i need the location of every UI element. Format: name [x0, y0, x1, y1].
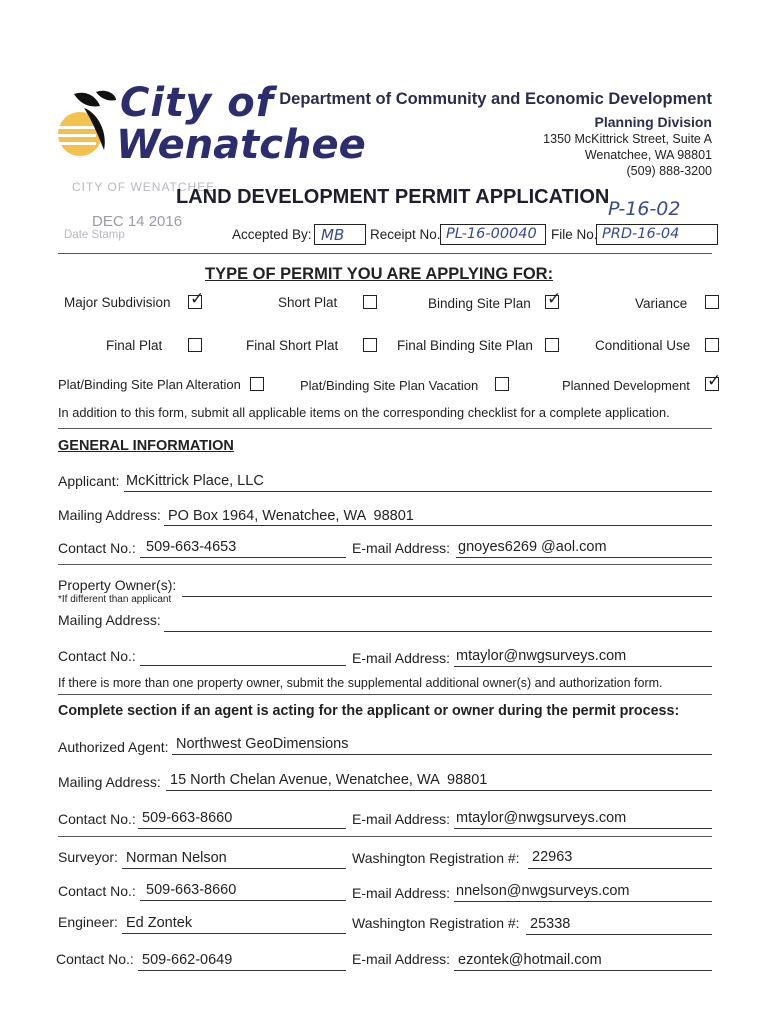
agent-email-value[interactable]: mtaylor@nwgsurveys.com — [456, 810, 627, 826]
owner-note: *If different than applicant — [58, 594, 172, 605]
owner-mailing-label: Mailing Address: — [58, 612, 161, 628]
permit-final-short-plat-checkbox[interactable] — [363, 338, 377, 352]
surveyor-contact-line — [140, 900, 346, 901]
stamp-label: Date Stamp — [64, 229, 125, 241]
division-name: Planning Division — [594, 114, 712, 130]
logo-line-2: Wenatchee — [116, 122, 366, 168]
permit-alteration-checkbox[interactable] — [250, 377, 264, 391]
permit-planned-development-label: Planned Development — [562, 378, 690, 393]
mailing-address-line — [164, 525, 712, 526]
agent-line — [172, 754, 712, 755]
permit-short-plat-checkbox[interactable] — [363, 295, 377, 309]
engineer-contact-value[interactable]: 509-662-0649 — [142, 952, 233, 968]
permit-major-subdivision-label: Major Subdivision — [64, 295, 171, 310]
engineer-email-value[interactable]: ezontek@hotmail.com — [458, 952, 602, 968]
file-label: File No. — [551, 227, 598, 242]
permit-vacation-label: Plat/Binding Site Plan Vacation — [300, 378, 479, 393]
owner-contact-label: Contact No.: — [58, 648, 136, 664]
permit-final-binding-site-plan-checkbox[interactable] — [545, 338, 559, 352]
receipt-value: PL-16-00040 — [446, 226, 537, 242]
agent-contact-line — [138, 828, 346, 829]
permit-major-subdivision-checkbox[interactable] — [188, 289, 205, 309]
engineer-reg-value[interactable]: 25338 — [530, 916, 571, 932]
permit-conditional-use-label: Conditional Use — [595, 338, 691, 353]
surveyor-contact-value[interactable]: 509-663-8660 — [146, 882, 237, 898]
agent-email-label: E-mail Address: — [352, 811, 451, 827]
contact-label: Contact No.: — [58, 540, 136, 556]
department-name: Department of Community and Economic Development — [279, 90, 712, 108]
email-value[interactable]: gnoyes6269 @aol.com — [458, 539, 607, 555]
office-address-2: Wenatchee, WA 98801 — [584, 148, 712, 162]
surveyor-reg-value[interactable]: 22963 — [532, 849, 573, 865]
permit-variance-label: Variance — [635, 296, 688, 311]
agent-mailing-value[interactable]: 15 North Chelan Avenue, Wenatchee, WA 98801 — [170, 772, 488, 788]
owner-contact-line — [140, 665, 346, 666]
receipt-box[interactable] — [440, 224, 546, 245]
agent-label: Authorized Agent: — [58, 739, 169, 755]
agent-mailing-line — [166, 790, 712, 791]
owner-label: Property Owner(s): — [58, 577, 177, 593]
agent-contact-label: Contact No.: — [58, 811, 136, 827]
surveyor-reg-line — [528, 868, 712, 869]
permit-binding-site-plan-checkbox[interactable] — [545, 289, 562, 309]
agent-email-line — [454, 828, 712, 829]
engineer-email-label: E-mail Address: — [352, 951, 451, 967]
owner-email-label: E-mail Address: — [352, 650, 451, 666]
owner-divider — [58, 694, 712, 695]
owner-email-line — [454, 666, 712, 667]
mailing-address-label: Mailing Address: — [58, 507, 161, 523]
surveyor-email-value[interactable]: nnelson@nwgsurveys.com — [456, 883, 630, 899]
engineer-reg-line — [526, 934, 712, 935]
surveyor-email-label: E-mail Address: — [352, 885, 451, 901]
owner-line — [182, 596, 712, 597]
accepted-by-value: MB — [321, 226, 345, 244]
permit-alteration-label: Plat/Binding Site Plan Alteration — [58, 377, 241, 392]
owner-email-value[interactable]: mtaylor@nwgsurveys.com — [456, 648, 627, 664]
email-label: E-mail Address: — [352, 540, 451, 556]
permit-planned-development-checkbox[interactable] — [705, 371, 722, 391]
engineer-contact-line — [138, 970, 346, 971]
surveyor-value[interactable]: Norman Nelson — [126, 850, 227, 866]
applicant-label: Applicant: — [58, 473, 120, 489]
permit-final-plat-label: Final Plat — [106, 338, 163, 353]
agent-mailing-label: Mailing Address: — [58, 774, 161, 790]
owner-mailing-line — [164, 631, 712, 632]
receipt-label: Receipt No. — [370, 227, 441, 242]
checkmark-icon: ✓ — [190, 289, 205, 309]
form-title: LAND DEVELOPMENT PERMIT APPLICATION — [176, 186, 610, 208]
permit-binding-site-plan-label: Binding Site Plan — [428, 296, 531, 311]
stamp-date: DEC 14 2016 — [92, 213, 183, 230]
file-value: PRD-16-04 — [602, 226, 680, 242]
permit-short-plat-label: Short Plat — [278, 295, 338, 310]
checkmark-icon: ✓ — [707, 371, 722, 391]
logo-line-1: City of — [120, 80, 275, 126]
handwritten-ref: P-16-02 — [608, 198, 681, 220]
agent-value[interactable]: Northwest GeoDimensions — [176, 736, 349, 752]
applicant-divider — [58, 564, 712, 565]
surveyor-email-line — [454, 901, 712, 902]
office-phone: (509) 888-3200 — [626, 164, 712, 178]
engineer-value[interactable]: Ed Zontek — [126, 915, 193, 931]
apple-logo-icon — [56, 86, 118, 164]
email-line — [456, 557, 712, 558]
engineer-label: Engineer: — [58, 914, 118, 930]
surveyor-label: Surveyor: — [58, 849, 118, 865]
owner-note-text: If there is more than one property owner, submit the supplemental additional owner(s) and authorization form. — [58, 676, 663, 690]
general-heading: GENERAL INFORMATION — [58, 438, 234, 454]
engineer-line — [122, 933, 346, 934]
permit-heading: TYPE OF PERMIT YOU ARE APPLYING FOR: — [205, 265, 554, 283]
engineer-reg-label: Washington Registration #: — [352, 915, 520, 931]
permit-divider — [58, 428, 712, 429]
contact-line — [140, 557, 346, 558]
mailing-address-value[interactable]: PO Box 1964, Wenatchee, WA 98801 — [168, 508, 414, 524]
applicant-value[interactable]: McKittrick Place, LLC — [126, 473, 264, 489]
agent-heading: Complete section if an agent is acting for the applicant or owner during the permit process: — [58, 703, 680, 719]
surveyor-contact-label: Contact No.: — [58, 883, 136, 899]
agent-divider — [58, 836, 712, 837]
engineer-contact-label: Contact No.: — [56, 951, 134, 967]
permit-final-binding-site-plan-label: Final Binding Site Plan — [397, 338, 533, 353]
agent-contact-value[interactable]: 509-663-8660 — [142, 810, 233, 826]
accepted-by-label: Accepted By: — [232, 227, 312, 242]
contact-value[interactable]: 509-663-4653 — [146, 539, 237, 555]
permit-conditional-use-checkbox[interactable] — [705, 338, 719, 352]
permit-variance-checkbox[interactable] — [705, 295, 719, 309]
applicant-line — [124, 491, 712, 492]
header-divider — [58, 253, 712, 254]
stamp-city: CITY OF WENATCHEE — [72, 180, 216, 194]
file-box[interactable] — [596, 224, 718, 245]
surveyor-line — [122, 868, 346, 869]
engineer-email-line — [454, 970, 712, 971]
accepted-by-box[interactable] — [314, 224, 366, 245]
permit-final-plat-checkbox[interactable] — [188, 338, 202, 352]
permit-vacation-checkbox[interactable] — [495, 377, 509, 391]
surveyor-reg-label: Washington Registration #: — [352, 850, 520, 866]
checkmark-icon: ✓ — [547, 289, 562, 309]
office-address-1: 1350 McKittrick Street, Suite A — [543, 132, 712, 146]
checklist-note: In addition to this form, submit all applicable items on the corresponding checklist for a complete application. — [58, 405, 670, 420]
permit-final-short-plat-label: Final Short Plat — [246, 338, 339, 353]
